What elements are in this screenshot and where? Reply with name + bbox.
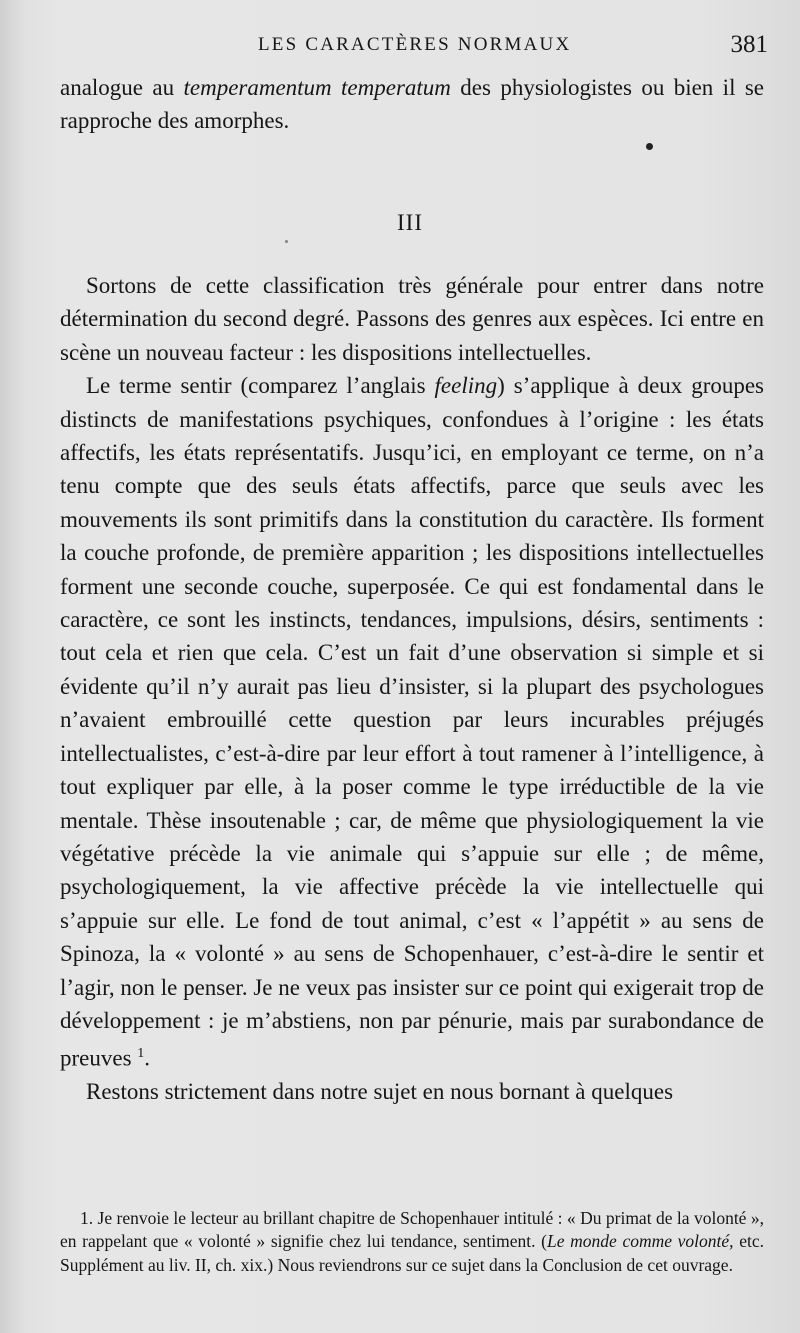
opening-text-before: analogue au — [60, 75, 184, 100]
footnote-number: 1. — [80, 1208, 94, 1228]
running-head — [258, 31, 768, 64]
opening-paragraph — [60, 71, 764, 138]
page-number: 381 — [730, 31, 768, 58]
main-text — [60, 269, 764, 1109]
running-title: LES CARACTÈRES NORMAUX — [258, 34, 572, 55]
paragraph-1: Sortons de cette classification très générale pour entrer dans notre détermination du second degré. Passons des genres aux espèces. Ici entre en scène un nouveau facteur : les dispositions intellectuelles. — [60, 273, 764, 365]
paragraph-2-text-end: . — [144, 1046, 151, 1071]
footnote-1 — [60, 1207, 764, 1277]
section-numeral: III — [397, 210, 423, 235]
footnote-text-before: Je renvoie le lecteur au brillant chapitre de Schopenhauer intitulé : « Du primat de la volonté », en rappelant que « volonté » signifie chez lui tendance, sentiment. ( — [60, 1208, 764, 1252]
paragraph-2-italic: feeling — [434, 373, 498, 399]
paragraph-2-text-before: Le terme sentir (comparez l’anglais — [86, 373, 435, 399]
footnote-text-after: etc. Supplément au liv. II, ch. xix.) Nous reviendrons sur ce sujet dans la Conclusion de cet ouvrage. — [60, 1231, 764, 1275]
opening-text-after: des physiologistes ou bien il se rapproche des amorphes. — [60, 75, 764, 134]
opening-italic-term: temperamentum temperatum — [183, 75, 451, 100]
footnote-italic-title: Le monde comme volonté, — [546, 1231, 734, 1252]
paragraph-2 — [60, 369, 764, 1075]
footnotes — [60, 1207, 764, 1277]
paragraph-3: Restons strictement dans notre sujet en nous bornant à quelques — [86, 1079, 674, 1105]
ink-speck — [285, 240, 288, 243]
paragraph-2-text-after: ) s’applique à deux groupes distincts de manifestations psychiques, confondues à l’origine : les états affectifs, les états représentatifs. Jusqu’ici, en employant ce terme, on n’a tenu compte que des seuls états affectifs, parce que seuls avec les mouvements ils sont primitifs dans la constitution du caractère. Ils forment la couche profonde, de première apparition ; les dispositions intellectuelles forment une seconde couche, superposée. Ce qui est fondamental dans le caractère, ce sont les instincts, tendances, impulsions, désirs, sentiments : tout cela et rien que cela. C’est un fait d’une observation si simple et si évidente qu’il n’y aurait pas lieu d’insister, si la plupart des psychologues n’avaient embrouillé cette question par leurs incurables préjugés intellectualistes, c’est-à-dire par leur effort à tout ramener à l’intelligence, à tout expliquer par elle, à la poser comme le type irréductible de la vie mentale. Thèse insoutenable ; car, de même que physiologiquement la vie végétative précède la vie animale qui s’appuie sur elle ; de même, psychologiquement, la vie affective précède la vie intellectuelle qui s’appuie sur elle. Le fond de tout animal, c’est « l’appétit » au sens de Spinoza, la « volonté » au sens de Schopenhauer, c’est-à-dire le sentir et l’agir, non le penser. Je ne veux pas insister sur ce point qui exigerait trop de développement : je m’abstiens, non par pénurie, mais par surabondance de preuves — [60, 373, 765, 1071]
footnote-reference: 1 — [137, 1046, 145, 1062]
ink-speck — [646, 143, 653, 150]
